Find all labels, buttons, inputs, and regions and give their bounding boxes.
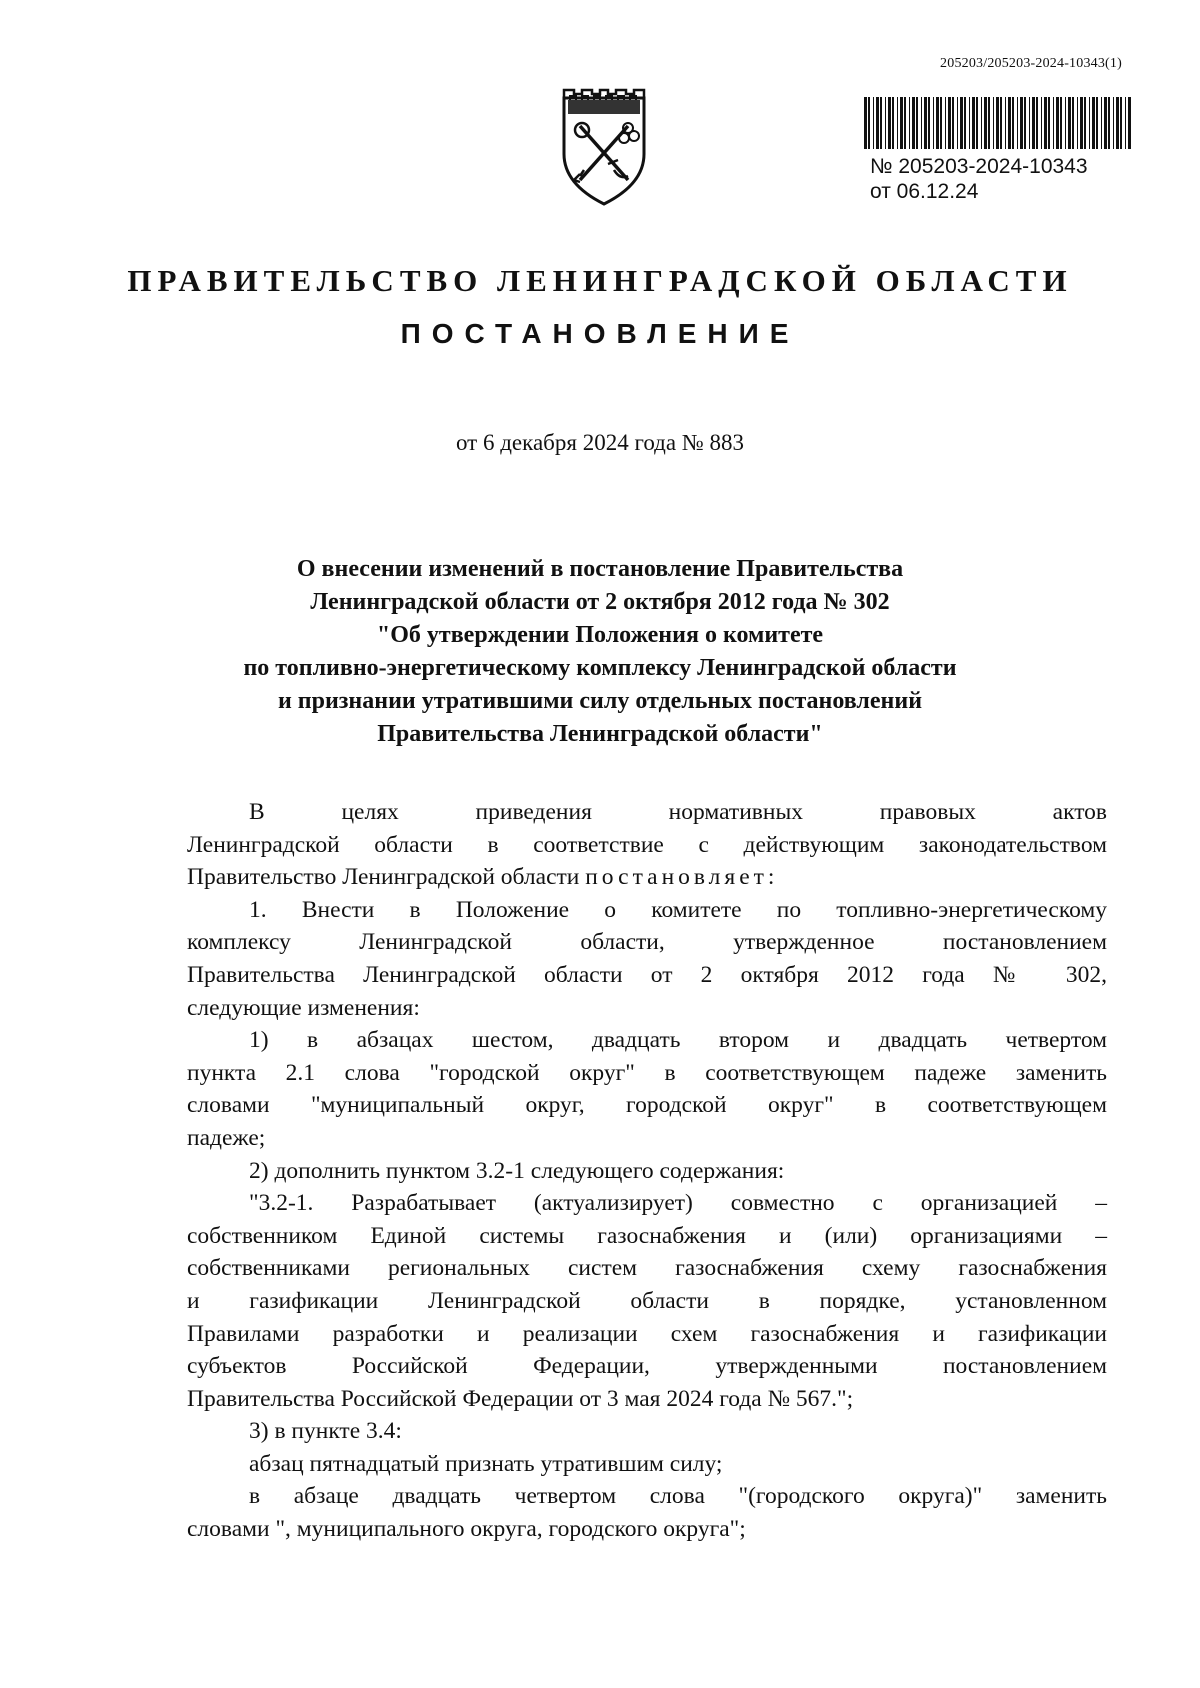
quote-line: Правилами разработки и реализации схем газоснабжения и газификации bbox=[187, 1320, 1107, 1347]
resolution-body bbox=[187, 796, 1107, 1546]
subitem3-paragraph: в абзаце двадцать четвертом слова "(городского округа)" заменить bbox=[249, 1483, 1107, 1510]
heading-line: Ленинградской области от 2 октября 2012 года № 302 bbox=[310, 589, 890, 615]
subitem3-paragraph: абзац пятнадцатый признать утратившим силу; bbox=[249, 1450, 723, 1477]
quote-line: собственником Единой системы газоснабжения и (или) организациями – bbox=[187, 1222, 1107, 1249]
registration-date: от 06.12.24 bbox=[870, 180, 979, 203]
preamble-line: В целях приведения нормативных правовых актов bbox=[249, 799, 1107, 825]
quote-line: "3.2-1. Разрабатывает (актуализирует) совместно с организацией – bbox=[249, 1190, 1107, 1217]
item1-line: Правительства Ленинградской области от 2 октября 2012 года № 302, bbox=[187, 961, 1107, 988]
subitem1-line: падеже; bbox=[187, 1124, 266, 1151]
quote-line: и газификации Ленинградской области в порядке, установленном bbox=[187, 1287, 1107, 1314]
preamble-line: Ленинградской области в соответствие с действующим законодательством bbox=[187, 831, 1107, 858]
resolution-heading bbox=[0, 553, 1200, 751]
heading-line: "Об утверждении Положения о комитете bbox=[376, 622, 824, 648]
government-title: ПРАВИТЕЛЬСТВО ЛЕНИНГРАДСКОЙ ОБЛАСТИ bbox=[127, 263, 1073, 298]
heading-line: О внесении изменений в постановление Правительства bbox=[296, 556, 904, 582]
item1-line: следующие изменения: bbox=[187, 994, 420, 1021]
subitem1-line: словами "муниципальный округ, городской округ" в соответствующем bbox=[187, 1092, 1107, 1119]
preamble-resolves: постановляет: bbox=[585, 864, 779, 891]
preamble-line bbox=[187, 861, 1107, 894]
item1-line: 1. Внести в Положение о комитете по топливно-энергетическому bbox=[249, 896, 1107, 923]
subitem1-line: пункта 2.1 слова "городской округ" в соответствующем падеже заменить bbox=[187, 1059, 1107, 1086]
quote-line: Правительства Российской Федерации от 3 мая 2024 года № 567."; bbox=[187, 1385, 854, 1412]
subitem1-line: 1) в абзацах шестом, двадцать втором и двадцать четвертом bbox=[249, 1027, 1107, 1054]
heading-line: по топливно-энергетическому комплексу Ленинградской области bbox=[243, 655, 957, 681]
item1-line: комплексу Ленинградской области, утвержденное постановлением bbox=[187, 929, 1107, 956]
subitem3-paragraph: словами ", муниципального округа, городского округа"; bbox=[187, 1516, 746, 1543]
quote-line: субъектов Российской Федерации, утвержденными постановлением bbox=[187, 1353, 1107, 1380]
subitem2-line: 2) дополнить пунктом 3.2-1 следующего содержания: bbox=[249, 1157, 785, 1184]
document-type: ПОСТАНОВЛЕНИЕ bbox=[400, 318, 800, 349]
heading-line: и признании утратившими силу отдельных постановлений bbox=[277, 688, 923, 714]
document-id: 205203/205203-2024-10343(1) bbox=[940, 56, 1122, 71]
registration-number: № 205203-2024-10343 bbox=[870, 155, 1088, 178]
preamble-text: Правительство Ленинградской области bbox=[187, 864, 580, 891]
subitem3-line: 3) в пункте 3.4: bbox=[249, 1418, 402, 1445]
heading-line: Правительства Ленинградской области" bbox=[377, 721, 823, 747]
barcode-icon bbox=[864, 97, 1132, 149]
resolution-date-number: от 6 декабря 2024 года № 883 bbox=[455, 430, 745, 455]
coat-of-arms-icon bbox=[558, 84, 650, 208]
quote-line: собственниками региональных систем газоснабжения схему газоснабжения bbox=[187, 1255, 1107, 1282]
